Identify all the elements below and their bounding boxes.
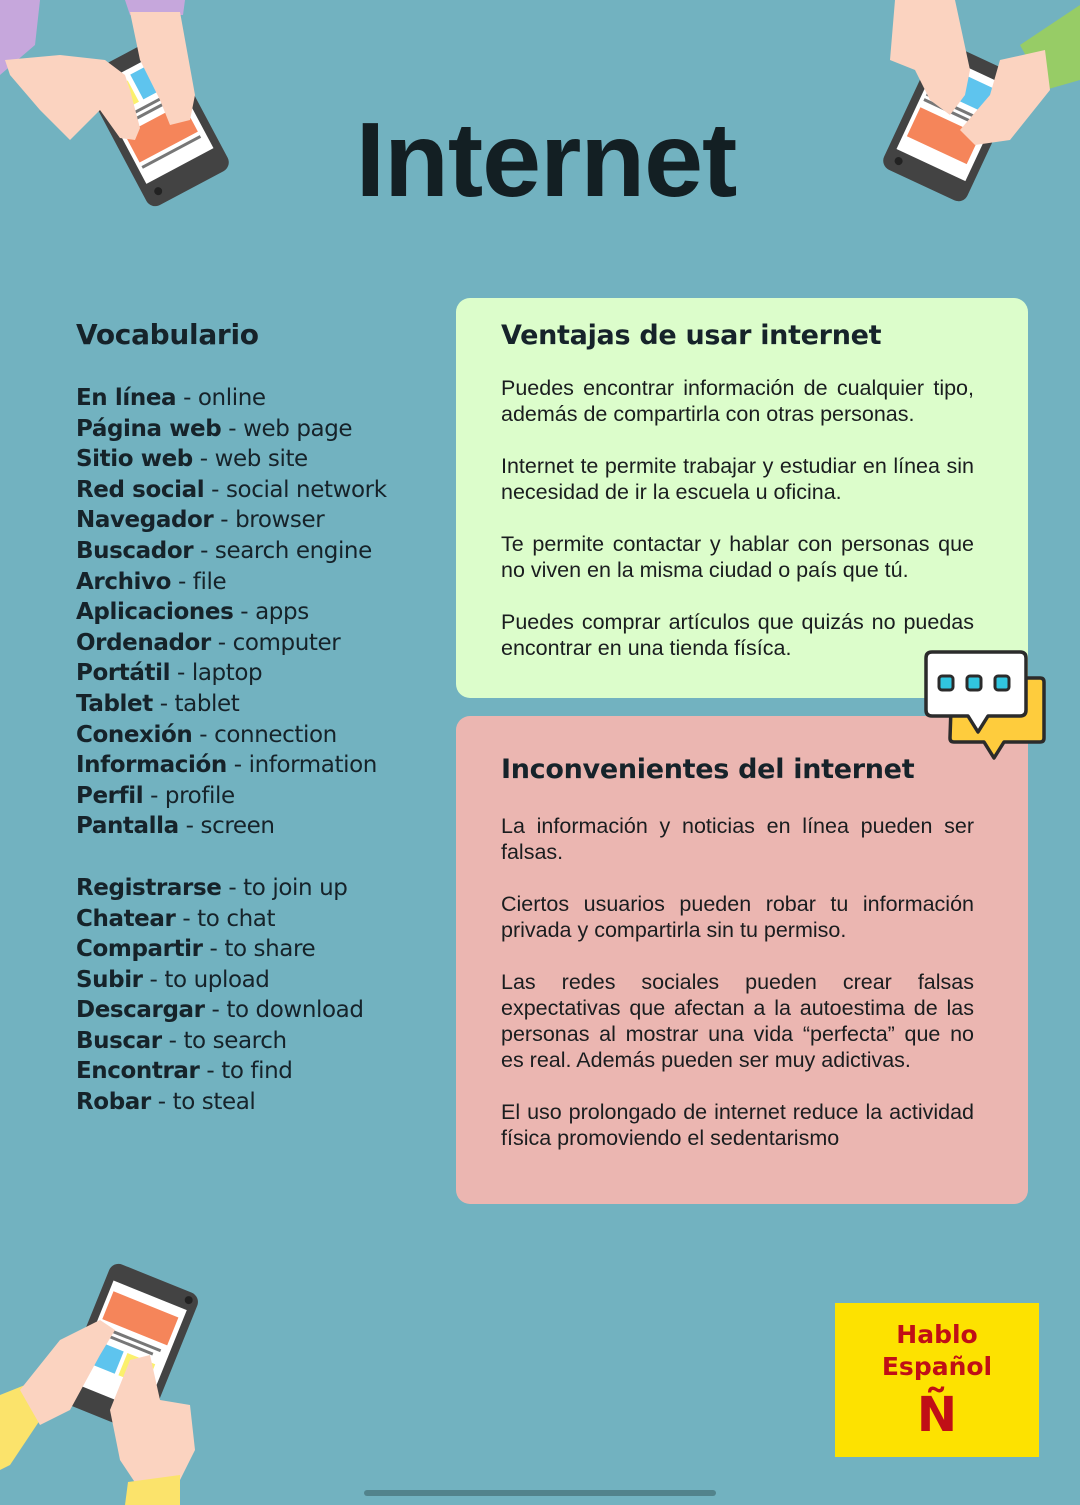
vocab-english: profile <box>164 782 235 809</box>
vocab-item <box>76 628 446 659</box>
vocab-spanish: Red social <box>76 476 205 503</box>
vocab-spanish: Página web <box>76 415 222 442</box>
vocab-item <box>76 383 446 414</box>
vocab-separator: - <box>221 415 244 442</box>
vocab-item <box>76 1087 446 1118</box>
vocab-spanish: Ordenador <box>76 629 211 656</box>
vocab-separator: - <box>171 568 193 595</box>
vocab-item <box>76 720 446 751</box>
vocab-english: to upload <box>164 966 270 993</box>
vocab-english: computer <box>232 629 341 656</box>
vocabulary-heading: Vocabulario <box>76 318 259 351</box>
vocab-separator: - <box>193 537 215 564</box>
vocab-separator: - <box>233 599 256 626</box>
vocab-spanish: Archivo <box>76 568 172 595</box>
vocab-separator: - <box>213 507 236 534</box>
vocab-english: social network <box>225 476 387 503</box>
vocab-english: to download <box>226 997 364 1024</box>
vocab-english: web site <box>214 446 308 473</box>
vocab-spanish: Conexión <box>76 721 193 748</box>
vocab-separator: - <box>143 782 165 809</box>
hablo-espanol-badge <box>835 1303 1039 1457</box>
vocab-english: screen <box>200 813 275 840</box>
vocab-item <box>76 475 446 506</box>
vocab-separator: - <box>178 813 201 840</box>
vocab-item <box>76 689 446 720</box>
vocab-spanish: Aplicaciones <box>76 599 234 626</box>
vocab-english: to chat <box>197 905 276 932</box>
vocab-spanish: Información <box>76 752 227 779</box>
vocab-english: to share <box>224 936 316 963</box>
vocab-item <box>76 750 446 781</box>
vocabulary-list-nouns <box>76 383 446 842</box>
vocab-spanish: Pantalla <box>76 813 179 840</box>
vocab-english: apps <box>255 599 309 626</box>
disadvantage-paragraph: Ciertos usuarios pueden robar tu información privada y compartirla sin tu permiso. <box>501 892 974 942</box>
hands-phone-bottom-left-icon <box>0 1260 220 1505</box>
vocab-spanish: Navegador <box>76 507 214 534</box>
vocab-english: to steal <box>172 1089 256 1116</box>
vocab-separator: - <box>161 1027 184 1054</box>
advantage-paragraph: Puedes comprar artículos que quizás no puedas encontrar en una tienda físíca. <box>501 610 974 660</box>
vocab-item <box>76 904 446 935</box>
vocab-separator: - <box>221 874 244 901</box>
vocab-item <box>76 567 446 598</box>
vocab-spanish: Perfil <box>76 782 144 809</box>
disadvantage-paragraph: Las redes sociales pueden crear falsas expectativas que afectan a la autoestima de las personas al mostrar una vida “perfecta” que no es real. Además pueden ser muy adictivas. <box>501 970 974 1072</box>
vocab-spanish: Descargar <box>76 997 205 1024</box>
vocab-english: web page <box>243 415 353 442</box>
vocab-english: connection <box>214 721 337 748</box>
vocab-spanish: Registrarse <box>76 874 222 901</box>
vocab-separator: - <box>202 936 225 963</box>
vocab-spanish: Robar <box>76 1089 151 1116</box>
vocab-spanish: Buscar <box>76 1027 162 1054</box>
advantages-card <box>456 298 1028 698</box>
vocab-separator: - <box>192 721 215 748</box>
vocab-separator: - <box>204 476 226 503</box>
vocab-spanish: Tablet <box>76 690 153 717</box>
vocab-spanish: Portátil <box>76 660 171 687</box>
vocab-item <box>76 658 446 689</box>
advantages-heading: Ventajas de usar internet <box>501 320 882 351</box>
vocab-spanish: En línea <box>76 385 177 411</box>
vocab-separator: - <box>175 905 198 932</box>
vocab-english: to search <box>183 1027 287 1054</box>
badge-line-1: Hablo <box>896 1320 978 1349</box>
vocabulary-section <box>76 318 446 1118</box>
vocab-item <box>76 1056 446 1087</box>
vocab-item <box>76 505 446 536</box>
advantage-paragraph: Puedes encontrar información de cualquier tipo, además de compartirla con otras personas. <box>501 376 974 426</box>
disadvantages-card <box>456 716 1028 1204</box>
vocab-separator: - <box>170 660 192 687</box>
disadvantages-heading: Inconvenientes del internet <box>501 754 915 785</box>
vocab-separator: - <box>204 997 227 1024</box>
vocab-item <box>76 536 446 567</box>
disadvantage-paragraph: La información y noticias en línea pueden ser falsas. <box>501 814 974 864</box>
vocabulary-list-verbs <box>76 873 446 1118</box>
advantage-paragraph: Te permite contactar y hablar con personas que no viven en la misma ciudad o país que tú. <box>501 532 974 582</box>
vocab-english: to join up <box>243 874 348 901</box>
vocab-item <box>76 444 446 475</box>
vocab-english: online <box>197 385 266 411</box>
vocab-spanish: Subir <box>76 966 143 993</box>
vocab-item <box>76 597 446 628</box>
badge-line-2: Español <box>881 1352 993 1381</box>
vocab-item <box>76 1026 446 1057</box>
chat-bubbles-icon <box>924 648 1050 764</box>
vocab-english: search engine <box>214 537 372 564</box>
vocab-english: browser <box>235 507 325 534</box>
vocab-spanish: Compartir <box>76 936 203 963</box>
vocab-separator: - <box>226 752 249 779</box>
vocab-item <box>76 934 446 965</box>
vocab-separator: - <box>142 966 165 993</box>
vocab-separator: - <box>192 446 215 473</box>
vocab-english: laptop <box>191 660 263 687</box>
badge-enye-letter: Ñ <box>916 1387 958 1443</box>
vocab-spanish: Encontrar <box>76 1058 200 1085</box>
vocab-item <box>76 811 446 842</box>
vocab-item <box>76 873 446 904</box>
page-title: Internet <box>355 101 737 219</box>
vocab-gap <box>76 842 446 873</box>
vocab-separator: - <box>199 1058 222 1085</box>
vocab-item <box>76 995 446 1026</box>
vocab-separator: - <box>210 629 233 656</box>
vocab-separator: - <box>176 385 198 411</box>
vocab-item <box>76 781 446 812</box>
vocab-english: to find <box>221 1058 293 1085</box>
vocab-english: tablet <box>174 690 240 717</box>
vocab-spanish: Buscador <box>76 537 194 564</box>
vocab-spanish: Chatear <box>76 905 176 932</box>
vocab-separator: - <box>152 690 175 717</box>
disadvantage-paragraph: El uso prolongado de internet reduce la actividad física promoviendo el sedentarismo <box>501 1100 974 1150</box>
vocab-english: file <box>192 568 227 595</box>
vocab-separator: - <box>150 1089 173 1116</box>
vocab-spanish: Sitio web <box>76 446 193 473</box>
advantage-paragraph: Internet te permite trabajar y estudiar en línea sin necesidad de ir la escuela u oficina. <box>501 454 974 504</box>
home-indicator-bar[interactable] <box>364 1490 716 1496</box>
vocab-item <box>76 965 446 996</box>
vocab-item <box>76 414 446 445</box>
vocab-english: information <box>248 752 377 779</box>
